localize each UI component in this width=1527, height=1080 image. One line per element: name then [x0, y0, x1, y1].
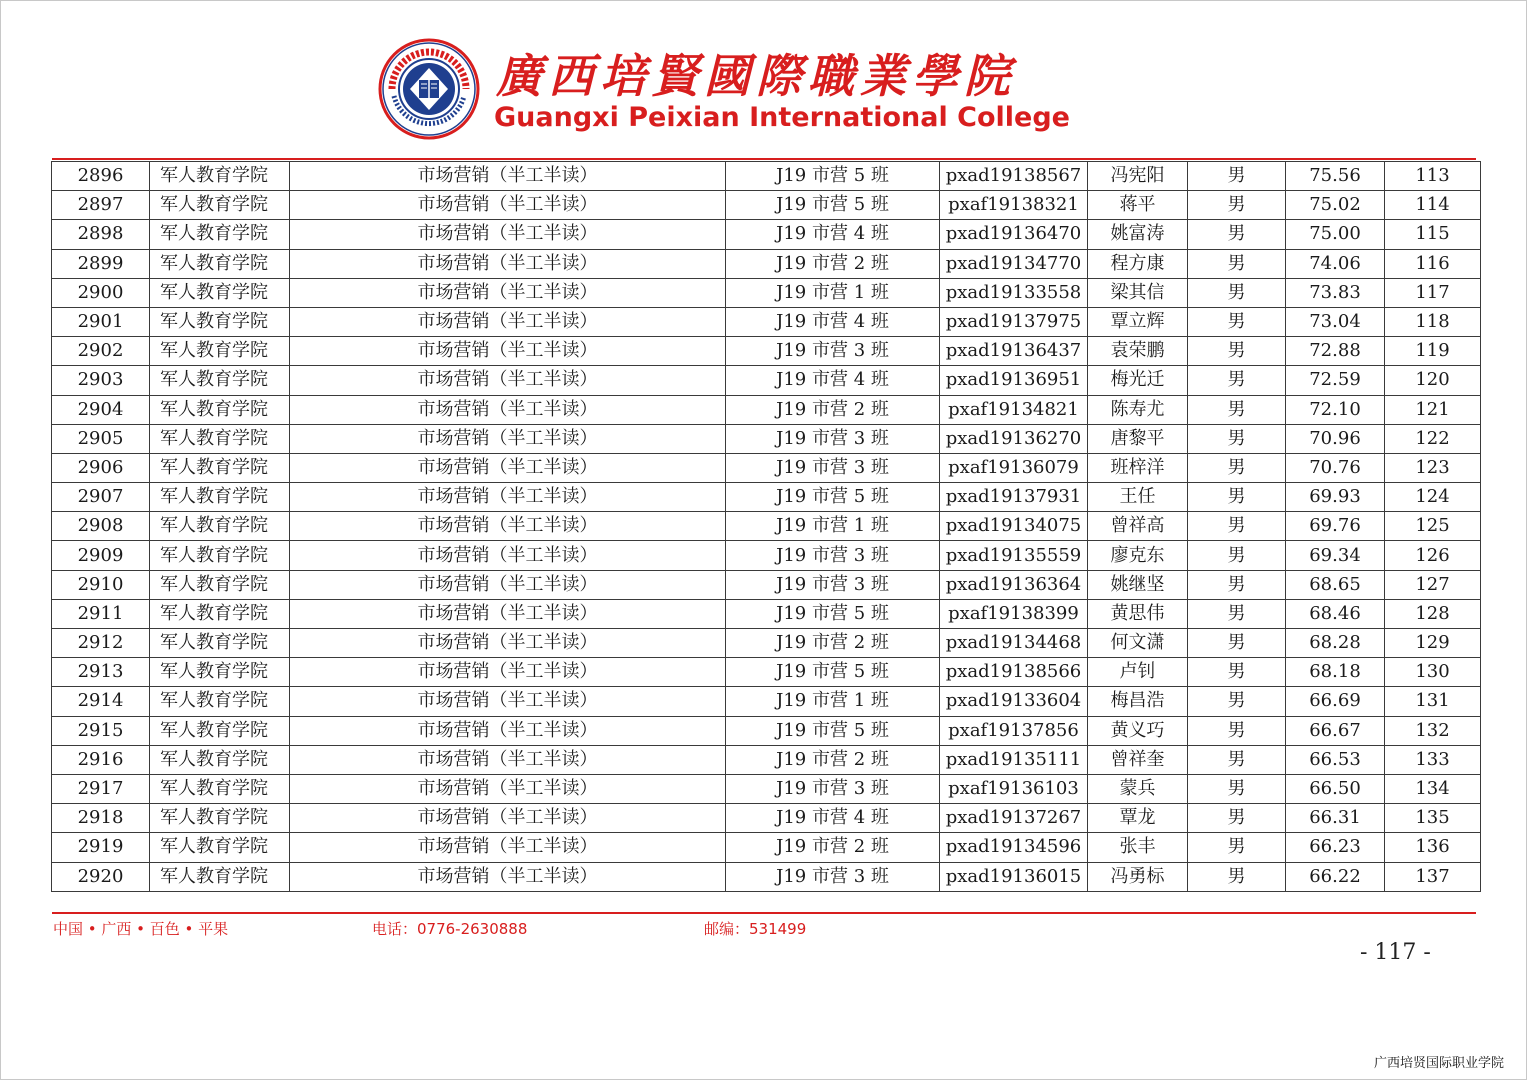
cell-rank: 122 [1385, 424, 1481, 453]
cell-major: 市场营销（半工半读） [290, 833, 726, 862]
cell-gender: 男 [1188, 424, 1286, 453]
cell-student-id: pxad19133604 [940, 687, 1088, 716]
table-row [52, 745, 1481, 774]
cell-rank: 116 [1385, 249, 1481, 278]
cell-student-id: pxad19134770 [940, 249, 1088, 278]
cell-name: 蒋平 [1088, 191, 1188, 220]
cell-seq: 2907 [52, 483, 150, 512]
table-row [52, 629, 1481, 658]
cell-student-id: pxad19136951 [940, 366, 1088, 395]
cell-gender: 男 [1188, 570, 1286, 599]
cell-score: 75.02 [1286, 191, 1385, 220]
cell-class: J19 市营 1 班 [726, 687, 940, 716]
cell-seq: 2918 [52, 804, 150, 833]
table-row [52, 599, 1481, 628]
cell-score: 66.50 [1286, 774, 1385, 803]
cell-major: 市场营销（半工半读） [290, 774, 726, 803]
cell-college: 军人教育学院 [150, 337, 290, 366]
cell-major: 市场营销（半工半读） [290, 804, 726, 833]
cell-score: 72.59 [1286, 366, 1385, 395]
footer-divider [52, 912, 1476, 914]
cell-seq: 2915 [52, 716, 150, 745]
cell-score: 66.22 [1286, 862, 1385, 891]
cell-rank: 132 [1385, 716, 1481, 745]
cell-score: 66.23 [1286, 833, 1385, 862]
cell-rank: 126 [1385, 541, 1481, 570]
cell-student-id: pxaf19138399 [940, 599, 1088, 628]
cell-score: 66.31 [1286, 804, 1385, 833]
cell-seq: 2910 [52, 570, 150, 599]
cell-college: 军人教育学院 [150, 162, 290, 191]
cell-major: 市场营销（半工半读） [290, 220, 726, 249]
cell-score: 68.28 [1286, 629, 1385, 658]
cell-student-id: pxaf19136103 [940, 774, 1088, 803]
cell-name: 冯宪阳 [1088, 162, 1188, 191]
cell-score: 75.00 [1286, 220, 1385, 249]
cell-major: 市场营销（半工半读） [290, 249, 726, 278]
letterhead [378, 38, 1070, 142]
cell-major: 市场营销（半工半读） [290, 424, 726, 453]
cell-rank: 137 [1385, 862, 1481, 891]
cell-college: 军人教育学院 [150, 774, 290, 803]
cell-major: 市场营销（半工半读） [290, 541, 726, 570]
cell-class: J19 市营 2 班 [726, 249, 940, 278]
cell-student-id: pxad19134468 [940, 629, 1088, 658]
cell-seq: 2913 [52, 658, 150, 687]
cell-seq: 2897 [52, 191, 150, 220]
cell-major: 市场营销（半工半读） [290, 162, 726, 191]
cell-major: 市场营销（半工半读） [290, 337, 726, 366]
cell-gender: 男 [1188, 833, 1286, 862]
cell-seq: 2902 [52, 337, 150, 366]
cell-major: 市场营销（半工半读） [290, 483, 726, 512]
cell-name: 袁荣鹏 [1088, 337, 1188, 366]
table-row [52, 541, 1481, 570]
cell-college: 军人教育学院 [150, 687, 290, 716]
cell-student-id: pxaf19138321 [940, 191, 1088, 220]
cell-gender: 男 [1188, 278, 1286, 307]
cell-student-id: pxad19136364 [940, 570, 1088, 599]
table-row [52, 424, 1481, 453]
cell-score: 68.18 [1286, 658, 1385, 687]
cell-major: 市场营销（半工半读） [290, 278, 726, 307]
cell-student-id: pxad19134075 [940, 512, 1088, 541]
table-row [52, 220, 1481, 249]
cell-seq: 2920 [52, 862, 150, 891]
cell-seq: 2898 [52, 220, 150, 249]
cell-rank: 114 [1385, 191, 1481, 220]
cell-score: 68.46 [1286, 599, 1385, 628]
student-ranking-table [51, 161, 1481, 892]
cell-name: 冯勇标 [1088, 862, 1188, 891]
cell-class: J19 市营 3 班 [726, 862, 940, 891]
cell-rank: 128 [1385, 599, 1481, 628]
table-row [52, 337, 1481, 366]
cell-score: 66.69 [1286, 687, 1385, 716]
cell-class: J19 市营 4 班 [726, 220, 940, 249]
table-row [52, 162, 1481, 191]
cell-student-id: pxad19133558 [940, 278, 1088, 307]
cell-major: 市场营销（半工半读） [290, 307, 726, 336]
cell-name: 梅光迁 [1088, 366, 1188, 395]
cell-class: J19 市营 4 班 [726, 307, 940, 336]
cell-gender: 男 [1188, 804, 1286, 833]
cell-major: 市场营销（半工半读） [290, 658, 726, 687]
cell-name: 黄义巧 [1088, 716, 1188, 745]
cell-class: J19 市营 5 班 [726, 716, 940, 745]
cell-major: 市场营销（半工半读） [290, 629, 726, 658]
cell-college: 军人教育学院 [150, 862, 290, 891]
table-row [52, 395, 1481, 424]
cell-gender: 男 [1188, 307, 1286, 336]
cell-college: 军人教育学院 [150, 541, 290, 570]
cell-name: 黄思伟 [1088, 599, 1188, 628]
cell-student-id: pxaf19134821 [940, 395, 1088, 424]
cell-gender: 男 [1188, 862, 1286, 891]
cell-gender: 男 [1188, 453, 1286, 482]
cell-gender: 男 [1188, 599, 1286, 628]
cell-rank: 124 [1385, 483, 1481, 512]
cell-score: 68.65 [1286, 570, 1385, 599]
cell-major: 市场营销（半工半读） [290, 716, 726, 745]
college-name-chinese: 廣西培賢國際職業學院 [496, 49, 1016, 103]
table-row [52, 862, 1481, 891]
cell-college: 军人教育学院 [150, 483, 290, 512]
cell-name: 梅昌浩 [1088, 687, 1188, 716]
cell-rank: 120 [1385, 366, 1481, 395]
college-seal-logo [378, 38, 480, 140]
cell-student-id: pxad19136437 [940, 337, 1088, 366]
cell-gender: 男 [1188, 629, 1286, 658]
cell-seq: 2911 [52, 599, 150, 628]
cell-gender: 男 [1188, 220, 1286, 249]
cell-gender: 男 [1188, 512, 1286, 541]
cell-student-id: pxad19137975 [940, 307, 1088, 336]
cell-seq: 2917 [52, 774, 150, 803]
cell-score: 66.67 [1286, 716, 1385, 745]
table-row [52, 716, 1481, 745]
cell-seq: 2905 [52, 424, 150, 453]
cell-gender: 男 [1188, 483, 1286, 512]
cell-class: J19 市营 1 班 [726, 278, 940, 307]
cell-name: 姚富涛 [1088, 220, 1188, 249]
table-row [52, 191, 1481, 220]
cell-seq: 2909 [52, 541, 150, 570]
cell-student-id: pxad19136470 [940, 220, 1088, 249]
cell-seq: 2903 [52, 366, 150, 395]
cell-rank: 136 [1385, 833, 1481, 862]
cell-college: 军人教育学院 [150, 599, 290, 628]
cell-gender: 男 [1188, 687, 1286, 716]
cell-major: 市场营销（半工半读） [290, 687, 726, 716]
cell-college: 军人教育学院 [150, 453, 290, 482]
cell-student-id: pxaf19137856 [940, 716, 1088, 745]
cell-gender: 男 [1188, 395, 1286, 424]
cell-rank: 125 [1385, 512, 1481, 541]
cell-score: 69.76 [1286, 512, 1385, 541]
table-row [52, 366, 1481, 395]
cell-rank: 130 [1385, 658, 1481, 687]
cell-class: J19 市营 2 班 [726, 833, 940, 862]
cell-student-id: pxad19137267 [940, 804, 1088, 833]
table-row [52, 453, 1481, 482]
college-name-english: Guangxi Peixian International College [494, 102, 1070, 133]
table-row [52, 658, 1481, 687]
cell-college: 军人教育学院 [150, 804, 290, 833]
table-row [52, 687, 1481, 716]
cell-college: 军人教育学院 [150, 745, 290, 774]
cell-gender: 男 [1188, 337, 1286, 366]
table-row [52, 570, 1481, 599]
cell-college: 军人教育学院 [150, 716, 290, 745]
cell-college: 军人教育学院 [150, 512, 290, 541]
cell-class: J19 市营 1 班 [726, 512, 940, 541]
cell-college: 军人教育学院 [150, 833, 290, 862]
cell-score: 74.06 [1286, 249, 1385, 278]
cell-major: 市场营销（半工半读） [290, 745, 726, 774]
table-row [52, 512, 1481, 541]
cell-class: J19 市营 3 班 [726, 424, 940, 453]
cell-major: 市场营销（半工半读） [290, 512, 726, 541]
cell-seq: 2901 [52, 307, 150, 336]
cell-score: 72.10 [1286, 395, 1385, 424]
cell-name: 唐黎平 [1088, 424, 1188, 453]
cell-class: J19 市营 2 班 [726, 745, 940, 774]
cell-gender: 男 [1188, 162, 1286, 191]
cell-class: J19 市营 3 班 [726, 541, 940, 570]
cell-major: 市场营销（半工半读） [290, 191, 726, 220]
cell-college: 军人教育学院 [150, 307, 290, 336]
cell-gender: 男 [1188, 774, 1286, 803]
cell-score: 73.04 [1286, 307, 1385, 336]
cell-seq: 2900 [52, 278, 150, 307]
footer-location: 中国 • 广西 • 百色 • 平果 [53, 920, 229, 938]
cell-name: 程方康 [1088, 249, 1188, 278]
cell-rank: 121 [1385, 395, 1481, 424]
cell-college: 军人教育学院 [150, 629, 290, 658]
cell-class: J19 市营 5 班 [726, 483, 940, 512]
cell-seq: 2919 [52, 833, 150, 862]
cell-name: 覃龙 [1088, 804, 1188, 833]
cell-gender: 男 [1188, 716, 1286, 745]
cell-class: J19 市营 3 班 [726, 453, 940, 482]
cell-score: 70.76 [1286, 453, 1385, 482]
cell-student-id: pxad19134596 [940, 833, 1088, 862]
table-row [52, 774, 1481, 803]
cell-college: 军人教育学院 [150, 658, 290, 687]
cell-score: 73.83 [1286, 278, 1385, 307]
cell-score: 72.88 [1286, 337, 1385, 366]
cell-name: 覃立辉 [1088, 307, 1188, 336]
cell-major: 市场营销（半工半读） [290, 453, 726, 482]
cell-score: 69.93 [1286, 483, 1385, 512]
table-row [52, 483, 1481, 512]
cell-major: 市场营销（半工半读） [290, 599, 726, 628]
cell-score: 70.96 [1286, 424, 1385, 453]
cell-gender: 男 [1188, 541, 1286, 570]
cell-class: J19 市营 3 班 [726, 570, 940, 599]
cell-seq: 2896 [52, 162, 150, 191]
cell-name: 曾祥高 [1088, 512, 1188, 541]
cell-major: 市场营销（半工半读） [290, 862, 726, 891]
table-row [52, 307, 1481, 336]
cell-gender: 男 [1188, 745, 1286, 774]
cell-name: 班梓洋 [1088, 453, 1188, 482]
cell-rank: 131 [1385, 687, 1481, 716]
cell-class: J19 市营 5 班 [726, 191, 940, 220]
cell-student-id: pxad19137931 [940, 483, 1088, 512]
cell-student-id: pxaf19136079 [940, 453, 1088, 482]
cell-name: 蒙兵 [1088, 774, 1188, 803]
cell-gender: 男 [1188, 191, 1286, 220]
cell-class: J19 市营 2 班 [726, 395, 940, 424]
cell-class: J19 市营 5 班 [726, 162, 940, 191]
cell-seq: 2912 [52, 629, 150, 658]
cell-seq: 2904 [52, 395, 150, 424]
header-divider [52, 158, 1476, 160]
cell-score: 66.53 [1286, 745, 1385, 774]
cell-rank: 134 [1385, 774, 1481, 803]
cell-college: 军人教育学院 [150, 570, 290, 599]
cell-major: 市场营销（半工半读） [290, 366, 726, 395]
cell-college: 军人教育学院 [150, 278, 290, 307]
page-number: - 117 - [1360, 940, 1431, 965]
cell-score: 69.34 [1286, 541, 1385, 570]
cell-student-id: pxad19136015 [940, 862, 1088, 891]
cell-class: J19 市营 3 班 [726, 774, 940, 803]
table-row [52, 833, 1481, 862]
cell-name: 何文潇 [1088, 629, 1188, 658]
cell-name: 卢钊 [1088, 658, 1188, 687]
cell-rank: 117 [1385, 278, 1481, 307]
cell-score: 75.56 [1286, 162, 1385, 191]
cell-name: 陈寿尤 [1088, 395, 1188, 424]
cell-student-id: pxad19138567 [940, 162, 1088, 191]
footer-phone: 电话：0776-2630888 [372, 920, 528, 938]
cell-class: J19 市营 4 班 [726, 366, 940, 395]
cell-student-id: pxad19138566 [940, 658, 1088, 687]
cell-gender: 男 [1188, 249, 1286, 278]
cell-college: 军人教育学院 [150, 395, 290, 424]
cell-seq: 2908 [52, 512, 150, 541]
cell-rank: 113 [1385, 162, 1481, 191]
table-row [52, 278, 1481, 307]
cell-college: 军人教育学院 [150, 249, 290, 278]
cell-rank: 135 [1385, 804, 1481, 833]
cell-gender: 男 [1188, 658, 1286, 687]
table-body [52, 162, 1481, 892]
cell-class: J19 市营 5 班 [726, 658, 940, 687]
cell-seq: 2906 [52, 453, 150, 482]
cell-name: 廖克东 [1088, 541, 1188, 570]
cell-seq: 2916 [52, 745, 150, 774]
cell-name: 曾祥奎 [1088, 745, 1188, 774]
cell-seq: 2914 [52, 687, 150, 716]
cell-seq: 2899 [52, 249, 150, 278]
cell-rank: 119 [1385, 337, 1481, 366]
cell-college: 军人教育学院 [150, 220, 290, 249]
document-watermark: 广西培贤国际职业学院 [1374, 1056, 1505, 1071]
cell-rank: 127 [1385, 570, 1481, 599]
cell-gender: 男 [1188, 366, 1286, 395]
cell-major: 市场营销（半工半读） [290, 395, 726, 424]
footer-postcode: 邮编：531499 [704, 920, 807, 938]
cell-class: J19 市营 4 班 [726, 804, 940, 833]
table-row [52, 804, 1481, 833]
cell-rank: 118 [1385, 307, 1481, 336]
cell-student-id: pxad19135111 [940, 745, 1088, 774]
cell-class: J19 市营 3 班 [726, 337, 940, 366]
cell-college: 军人教育学院 [150, 424, 290, 453]
cell-rank: 133 [1385, 745, 1481, 774]
cell-college: 军人教育学院 [150, 366, 290, 395]
cell-name: 张丰 [1088, 833, 1188, 862]
cell-college: 军人教育学院 [150, 191, 290, 220]
cell-class: J19 市营 5 班 [726, 599, 940, 628]
cell-class: J19 市营 2 班 [726, 629, 940, 658]
cell-name: 梁其信 [1088, 278, 1188, 307]
table-row [52, 249, 1481, 278]
cell-rank: 123 [1385, 453, 1481, 482]
cell-rank: 115 [1385, 220, 1481, 249]
cell-name: 王任 [1088, 483, 1188, 512]
cell-rank: 129 [1385, 629, 1481, 658]
cell-student-id: pxad19135559 [940, 541, 1088, 570]
cell-student-id: pxad19136270 [940, 424, 1088, 453]
cell-major: 市场营销（半工半读） [290, 570, 726, 599]
cell-name: 姚继坚 [1088, 570, 1188, 599]
